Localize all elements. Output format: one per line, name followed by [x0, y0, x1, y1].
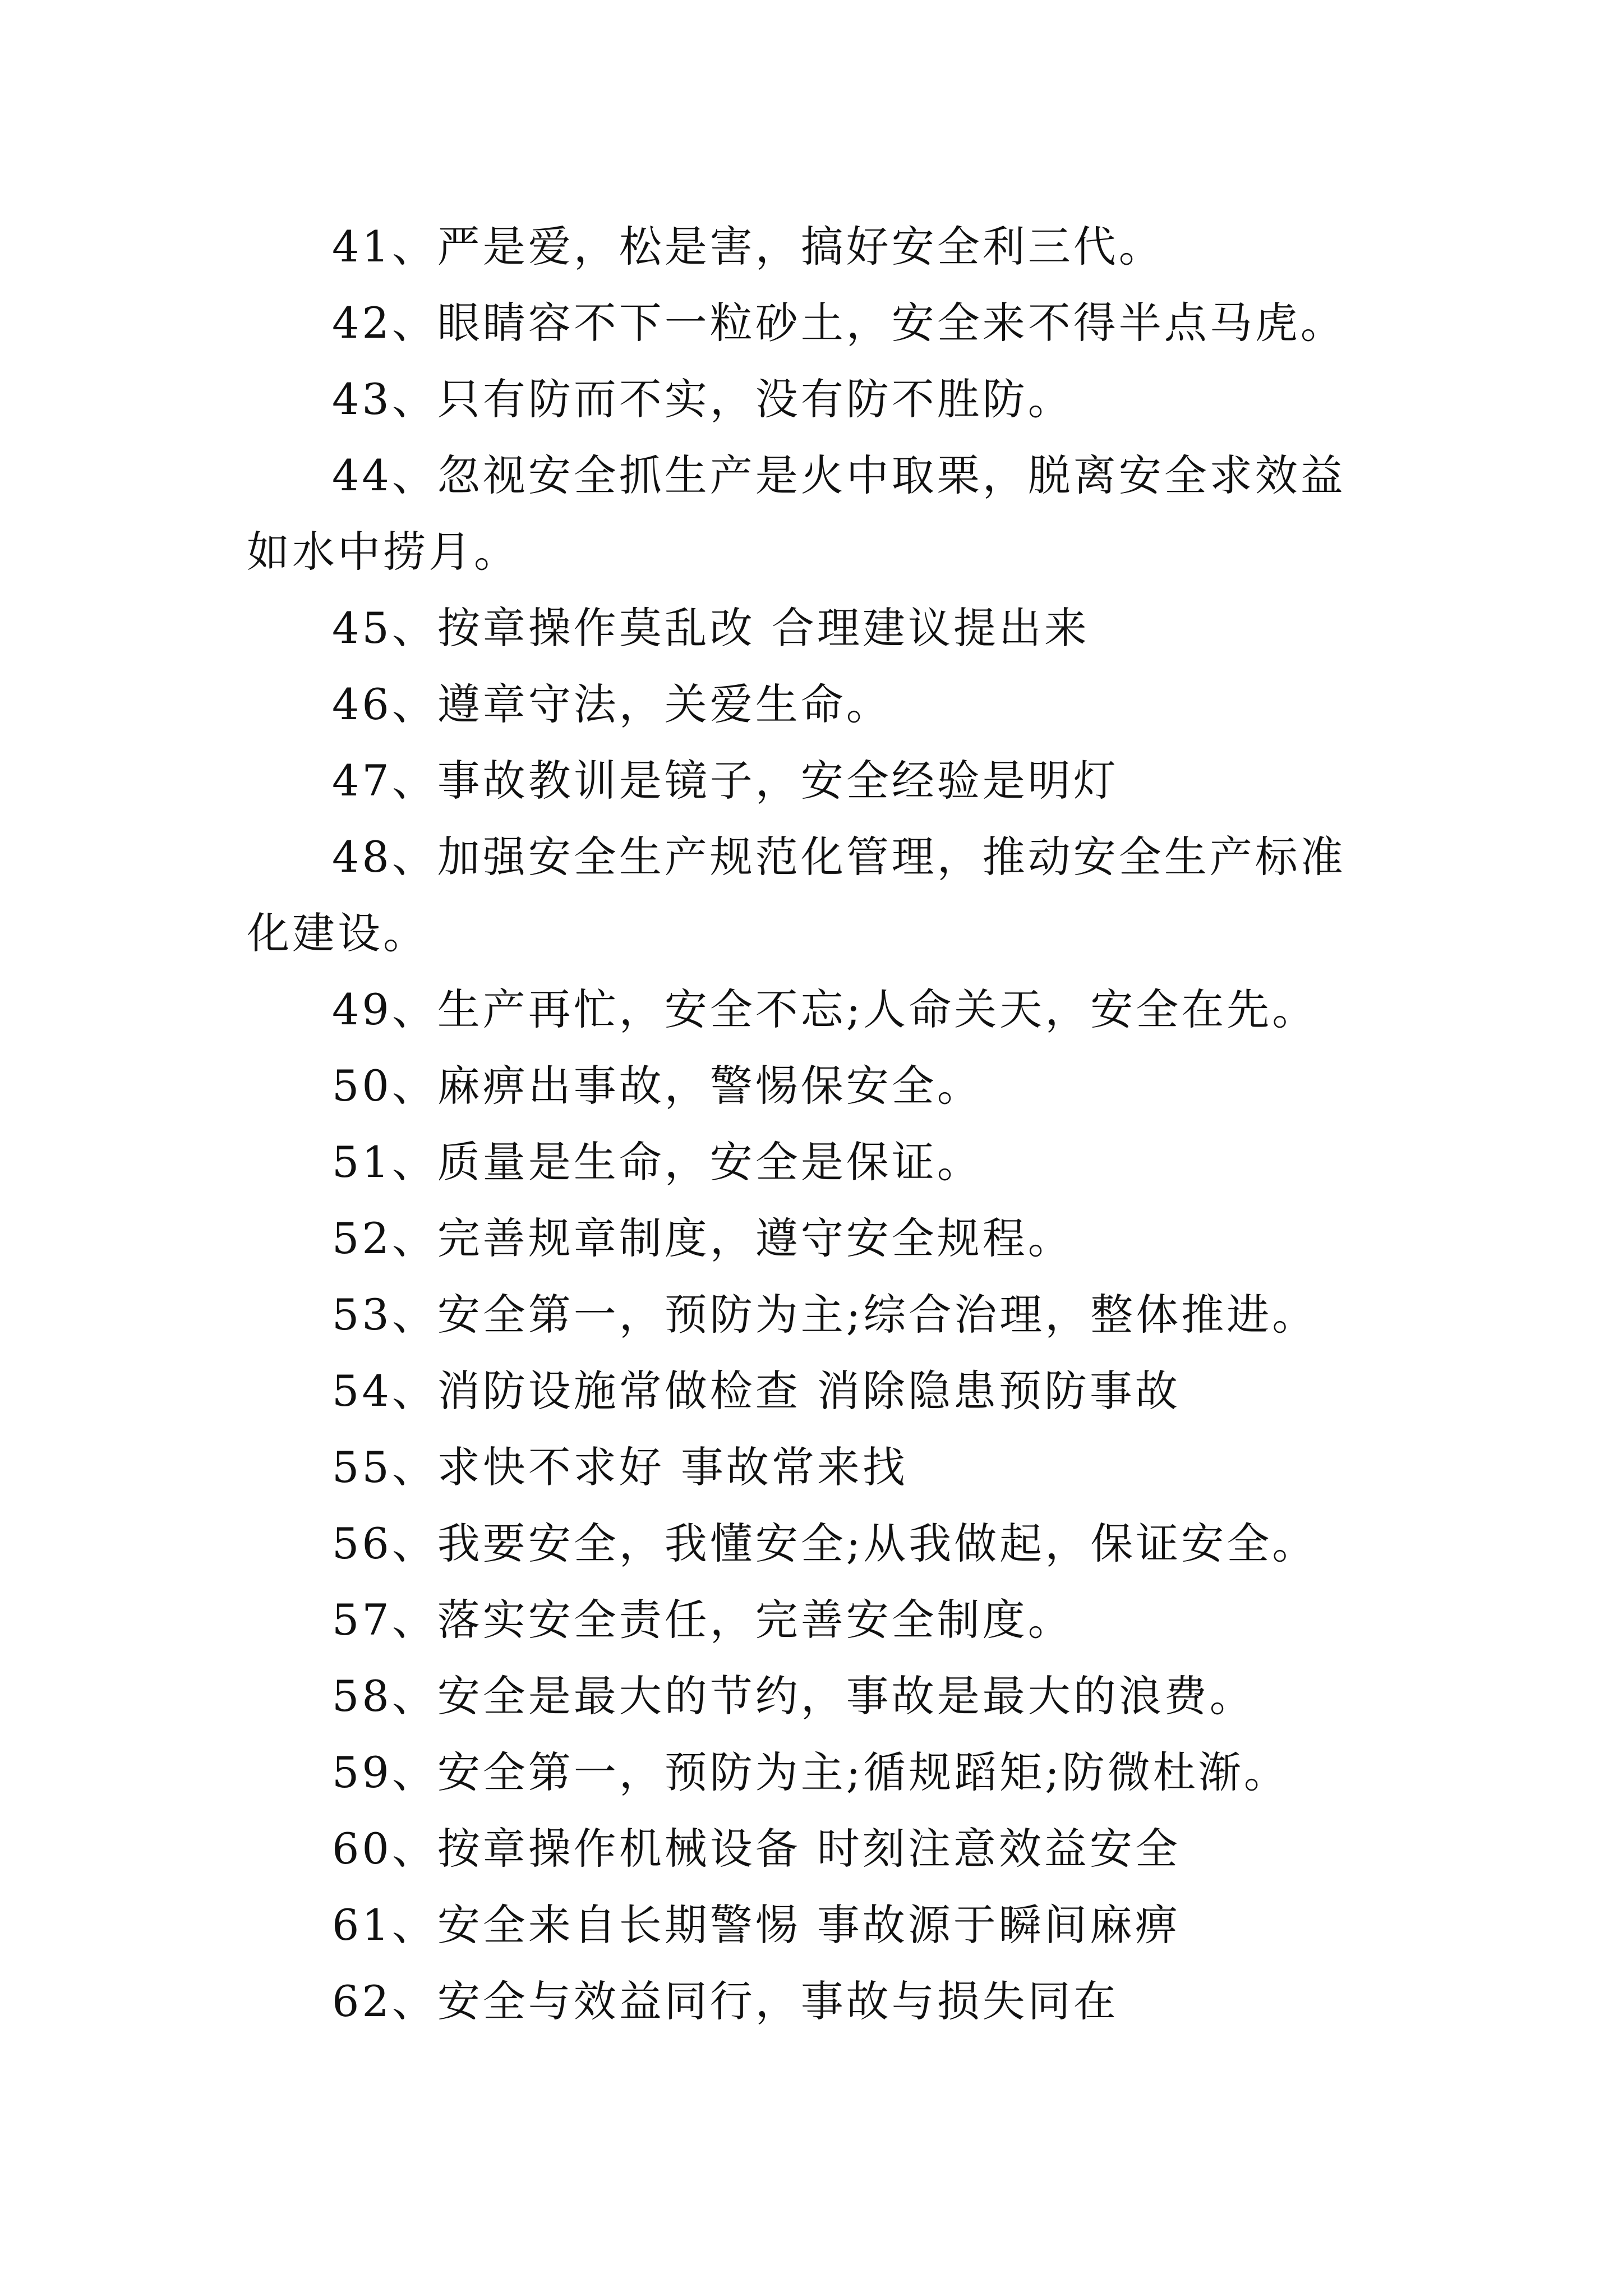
slogan-item: 62、安全与效益同行，事故与损失同在: [332, 1976, 1119, 2026]
slogan-item: 54、消防设施常做检查 消除隐患预防事故: [332, 1366, 1181, 1416]
slogan-item: 55、求快不求好 事故常来找: [332, 1442, 908, 1492]
slogan-item: 48、加强安全生产规范化管理，推动安全生产标准化建设。: [247, 832, 1346, 958]
slogan-item: 41、严是爱，松是害，搞好安全利三代。: [332, 222, 1164, 272]
slogan-item: 46、遵章守法，关爱生命。: [332, 679, 892, 729]
slogan-item: 50、麻痹出事故，警惕保安全。: [332, 1061, 983, 1111]
slogan-item: 43、只有防而不实，没有防不胜防。: [332, 374, 1073, 424]
slogan-item: 51、质量是生命，安全是保证。: [332, 1137, 983, 1187]
slogan-item: 45、按章操作莫乱改 合理建议提出来: [332, 603, 1090, 653]
slogan-item: 61、安全来自长期警惕 事故源于瞬间麻痹: [332, 1900, 1181, 1950]
slogan-item: 57、落实安全责任，完善安全制度。: [332, 1595, 1073, 1645]
slogan-item: 47、事故教训是镜子，安全经验是明灯: [332, 756, 1119, 806]
slogan-item: 53、安全第一，预防为主;综合治理，整体推进。: [332, 1290, 1318, 1340]
slogan-item: 60、按章操作机械设备 时刻注意效益安全: [332, 1824, 1181, 1874]
slogan-list: [247, 209, 1385, 2040]
slogan-item: 49、生产再忙，安全不忘;人命关天，安全在先。: [332, 984, 1318, 1034]
slogan-item: 52、完善规章制度，遵守安全规程。: [332, 1213, 1073, 1263]
slogan-item: 44、忽视安全抓生产是火中取栗，脱离安全求效益如水中捞月。: [247, 450, 1346, 577]
slogan-item: 58、安全是最大的节约，事故是最大的浪费。: [332, 1671, 1255, 1721]
slogan-item: 56、我要安全，我懂安全;从我做起，保证安全。: [332, 1519, 1318, 1568]
slogan-item: 42、眼睛容不下一粒砂土，安全来不得半点马虎。: [332, 298, 1346, 348]
slogan-item: 59、安全第一，预防为主;循规蹈矩;防微杜渐。: [332, 1747, 1289, 1797]
